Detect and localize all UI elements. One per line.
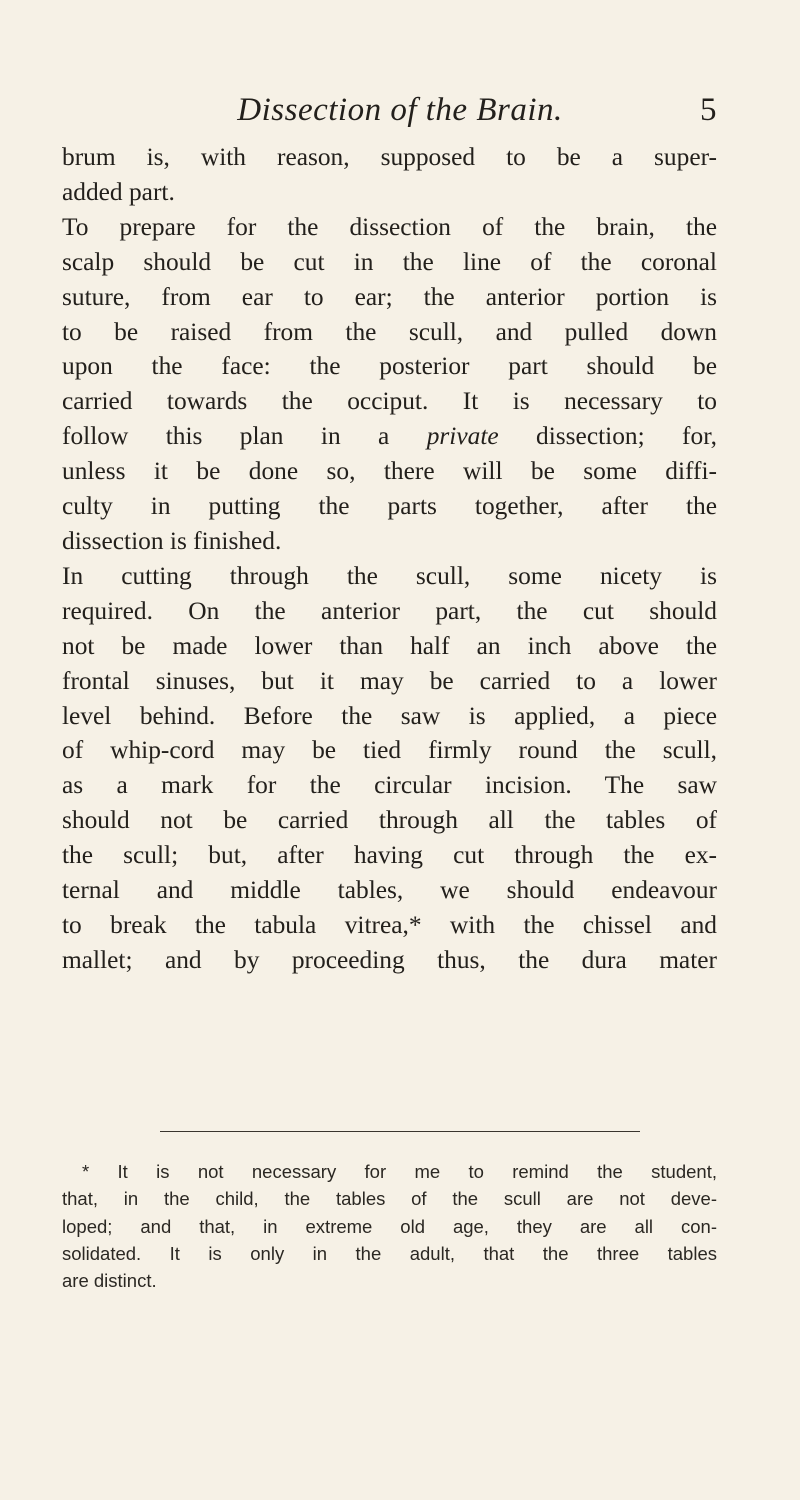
text-line: carried towards the occiput. It is necessary to — [62, 387, 717, 416]
text-line: To prepare for the dissection of the brain, the — [62, 212, 717, 241]
running-head: Dissection of the Brain. — [237, 92, 563, 128]
footnote-divider — [160, 1131, 640, 1132]
text-segment: follow this plan in a — [62, 422, 390, 451]
text-line: to be raised from the scull, and pulled down — [62, 317, 717, 346]
text-line: upon the face: the posterior part should be — [62, 352, 717, 381]
text-line: unless it be done so, there will be some diffi- — [62, 457, 717, 486]
footnote-line: that, in the child, the tables of the scull are not deve- — [62, 1188, 717, 1210]
text-line: added part. — [62, 177, 175, 206]
footnote-line: * It is not necessary for me to remind the student, — [82, 1161, 717, 1182]
text-line: scalp should be cut in the line of the coronal — [62, 247, 717, 276]
text-line: the scull; but, after having cut through the ex- — [62, 841, 717, 870]
text-line: not be made lower than half an inch above the — [62, 631, 717, 660]
text-line: suture, from ear to ear; the anterior portion is — [62, 282, 717, 311]
text-line: should not be carried through all the tables of — [62, 806, 717, 835]
footnote-line: solidated. It is only in the adult, that the three tables — [62, 1242, 717, 1264]
text-line: mallet; and by proceeding thus, the dura mater — [62, 945, 717, 974]
text-line: level behind. Before the saw is applied, a piece — [62, 701, 717, 730]
text-line: of whip-cord may be tied firmly round the scull, — [62, 736, 717, 765]
text-segment: dissection; for, — [536, 422, 717, 451]
text-line: to break the tabula vitrea,* with the chissel and — [62, 910, 717, 939]
page-number: 5 — [700, 92, 717, 128]
footnote-line: are distinct. — [62, 1270, 157, 1292]
body-text — [62, 140, 717, 978]
text-line: ternal and middle tables, we should endeavour — [62, 876, 717, 905]
text-line: culty in putting the parts together, after the — [62, 492, 717, 521]
text-line — [62, 419, 717, 454]
text-line: frontal sinuses, but it may be carried to a lower — [62, 666, 717, 695]
footnote — [62, 1158, 717, 1294]
text-line: as a mark for the circular incision. The saw — [62, 771, 717, 800]
text-line: brum is, with reason, supposed to be a super- — [62, 143, 717, 171]
text-line: In cutting through the scull, some nicety is — [62, 561, 717, 590]
footnote-line: loped; and that, in extreme old age, they are all con- — [62, 1215, 717, 1237]
text-line: dissection is finished. — [62, 526, 282, 555]
italic-word: private — [426, 422, 499, 451]
text-line: required. On the anterior part, the cut should — [62, 596, 717, 625]
